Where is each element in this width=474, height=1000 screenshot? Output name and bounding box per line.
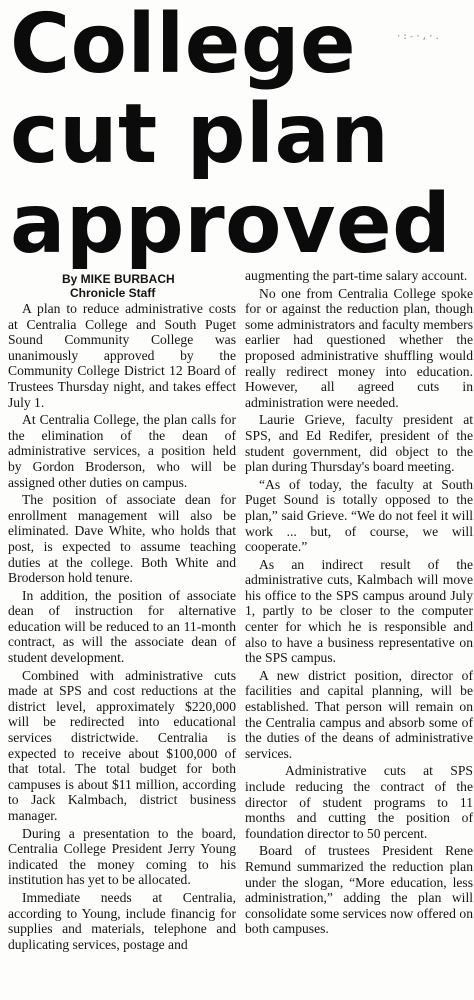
article-column-left [8, 268, 236, 954]
article-paragraph: augmenting the part-time salary account. [245, 268, 468, 283]
article-paragraph: Laurie Grieve, faculty president at SPS, and Ed Redifer, president of the student government, did object to the plan during Thursday's board meeting. [245, 412, 473, 475]
article-paragraph: Immediate needs at Centralia, according to Young, include financig for supplies and materials, telephone and duplicating services, postage and [8, 889, 236, 952]
headline-line-1: College [10, 0, 357, 92]
article-paragraph: At Centralia College, the plan calls for the elimination of the dean of administrative services, a position held by Gordon Broderson, who will be assigned other duties on campus. [8, 412, 236, 490]
article-paragraph: A new district position, director of facilities and capital planning, will be established. That person will remain on the Centralia campus and absorb some of the duties of the deans of administrative services. [245, 667, 473, 761]
article-paragraph: “As of today, the faculty at South Puget Sound is totally opposed to the plan,” said Grieve. “We do not feel it will work ... but, of course, we will cooperate.” [245, 476, 473, 555]
headline-line-2: cut plan [10, 87, 390, 182]
byline-role: Chronicle Staff [70, 286, 156, 300]
headline [10, 0, 470, 270]
article-paragraph: During a presentation to the board, Centralia College President Jerry Young indicated the money coming to his institution has yet to be allocated. [8, 825, 236, 888]
print-speck-mark: ·:-·,·. [396, 32, 441, 42]
article-paragraph: In addition, the position of associate dean of instruction for alternative education will be reduced to an 11-month contract, as will the associate dean of student development. [8, 587, 236, 666]
article-paragraph: No one from Centralia College spoke for or against the reduction plan, though some administrators and faculty members earlier had questioned whether the proposed administrative shuffling would really redirect money into education. However, all agreed cuts in administration were needed. [245, 285, 473, 410]
article-paragraph: A plan to reduce administrative costs at Centralia College and South Puget Sound Community College was unanimously approved by the Community College District 12 Board of Trustees Thursday night, and takes effect July 1. [8, 301, 236, 410]
article-paragraph: Board of trustees President Rene Remund summarized the reduction plan under the slogan, “More education, less administration,” adding the plan will consolidate some services now offered on both campuses. [245, 843, 473, 937]
article-paragraph: Combined with administrative cuts made at SPS and cost reductions at the district level, approximately $220,000 will be redirected into educational services districtwide. Centralia is expected to receive about $100,000 of that total. The total budget for both campuses is about $11 million, according to Jack Kalmbach, district business manager. [8, 667, 236, 823]
article-paragraph: The position of associate dean for enrollment management will also be eliminated. Dave White, who holds that post, is expected to assume teaching duties at the college. Both White and Broderson hold tenure. [8, 492, 236, 586]
article-paragraph: Administrative cuts at SPS include reducing the contract of the director of student programs to 11 months and cutting the position of foundation director to 50 percent. [245, 763, 473, 841]
headline-line-3: approved [10, 177, 452, 272]
article-paragraph: As an indirect result of the administrative cuts, Kalmbach will move his office to the SPS campus around July 1, partly to be closer to the computer center for which he is responsible and also to have a business representative on the SPS campus. [245, 556, 473, 666]
article-column-right [245, 268, 473, 939]
byline-author: By MIKE BURBACH [62, 272, 175, 286]
